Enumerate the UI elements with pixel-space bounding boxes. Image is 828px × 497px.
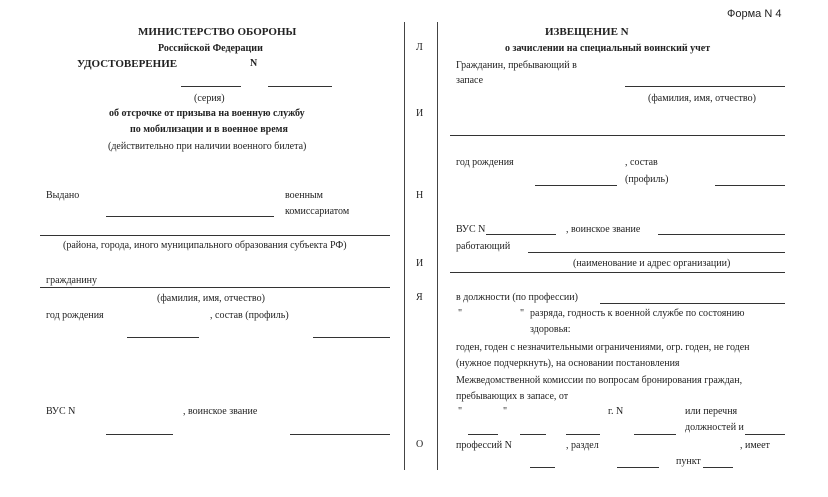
notice-reserve-line: пребывающих в запасе, от	[456, 391, 569, 402]
notice-underline-note: (нужное подчеркнуть), на основании постановления	[456, 358, 680, 369]
quote-close: "	[520, 308, 525, 319]
composition-field[interactable]	[313, 337, 390, 338]
notice-name-field-2[interactable]	[450, 135, 785, 136]
date-quote-open: "	[458, 406, 463, 417]
notice-section-label: , раздел	[566, 440, 599, 451]
quote-open: "	[458, 308, 463, 319]
ministry-heading: МИНИСТЕРСТВО ОБОРОНЫ	[138, 26, 297, 38]
certificate-number-field[interactable]	[268, 86, 332, 87]
birth-year-field[interactable]	[127, 337, 199, 338]
name-caption: (фамилия, имя, отчество)	[157, 293, 265, 304]
notice-fitness-options: годен, годен с незначительными ограничениями, огр. годен, не годен	[456, 342, 750, 353]
notice-fitness-line-2: здоровья:	[530, 324, 571, 335]
notice-birth-year-field[interactable]	[535, 185, 617, 186]
form-number: Форма N 4	[727, 8, 782, 20]
notice-profile-caption: (профиль)	[625, 174, 669, 185]
year-field[interactable]	[566, 434, 600, 435]
series-field[interactable]	[181, 86, 241, 87]
notice-has-label: , имеет	[740, 440, 770, 451]
cut-line-right	[437, 22, 438, 470]
day-field[interactable]	[468, 434, 498, 435]
region-field[interactable]	[40, 235, 390, 236]
cut-letter: Я	[416, 292, 423, 303]
notice-positions-label: должностей и	[685, 422, 744, 433]
notice-or-list-label: или перечня	[685, 406, 738, 417]
notice-subtitle: о зачислении на специальный воинский учет	[505, 43, 711, 54]
notice-birth-year-label: год рождения	[456, 157, 514, 168]
purpose-line-1: об отсрочке от призыва на военную службу	[109, 108, 305, 119]
notice-org-caption: (наименование и адрес организации)	[573, 258, 731, 269]
notice-rank-field[interactable]	[658, 234, 785, 235]
notice-year-number-label: г. N	[608, 406, 624, 417]
citizen-label: гражданину	[46, 275, 98, 286]
month-field[interactable]	[520, 434, 546, 435]
notice-citizen-label: Гражданин, пребывающий в	[456, 60, 577, 71]
notice-working-label: работающий	[456, 241, 511, 252]
professions-number-field[interactable]	[530, 467, 555, 468]
notice-title: ИЗВЕЩЕНИЕ N	[545, 26, 629, 38]
notice-item-label: пункт	[676, 456, 701, 467]
section-field[interactable]	[617, 467, 659, 468]
country-heading: Российской Федерации	[158, 43, 263, 54]
issued-label: Выдано	[46, 190, 80, 201]
certificate-title: УДОСТОВЕРЕНИЕ	[77, 58, 178, 70]
series-caption: (серия)	[194, 93, 225, 104]
certificate-number-label: N	[250, 58, 258, 69]
notice-fitness-line-1: разряда, годность к военной службе по состоянию	[530, 308, 745, 319]
cut-letter: И	[416, 108, 424, 119]
region-caption: (района, города, иного муниципального образования субъекта РФ)	[63, 240, 347, 251]
notice-professions-label: профессий N	[456, 440, 512, 451]
rank-label: , воинское звание	[183, 406, 258, 417]
rank-field[interactable]	[290, 434, 390, 435]
notice-reserve-label: запасе	[456, 75, 484, 86]
notice-rank-label: , воинское звание	[566, 224, 641, 235]
citizen-name-field[interactable]	[40, 287, 390, 288]
cut-line-left	[404, 22, 405, 470]
notice-commission-line: Межведомственной комиссии по вопросам бронирования граждан,	[456, 375, 743, 386]
cut-letter: Л	[416, 42, 423, 53]
commissariat-label-2: комиссариатом	[285, 206, 350, 217]
notice-name-caption: (фамилия, имя, отчество)	[648, 93, 756, 104]
notice-name-field-1[interactable]	[625, 86, 785, 87]
notice-vus-label: ВУС N	[456, 224, 486, 235]
notice-vus-field[interactable]	[486, 234, 556, 235]
cut-letter: И	[416, 258, 424, 269]
notice-organization-field-2[interactable]	[450, 272, 785, 273]
issued-by-field[interactable]	[106, 216, 274, 217]
date-quote-close: "	[503, 406, 508, 417]
notice-position-label: в должности (по профессии)	[456, 292, 578, 303]
composition-label: , состав (профиль)	[210, 310, 289, 321]
validity-note: (действительно при наличии военного билета)	[108, 141, 307, 152]
notice-composition-field[interactable]	[715, 185, 785, 186]
notice-organization-field[interactable]	[528, 252, 785, 253]
cut-letter: Н	[416, 190, 424, 201]
item-field[interactable]	[703, 467, 733, 468]
vus-field[interactable]	[106, 434, 173, 435]
resolution-number-field[interactable]	[634, 434, 676, 435]
cut-letter: О	[416, 439, 424, 450]
purpose-line-2: по мобилизации и в военное время	[130, 124, 288, 135]
notice-composition-label: , состав	[625, 157, 658, 168]
list-field[interactable]	[745, 434, 785, 435]
commissariat-label-1: военным	[285, 190, 323, 201]
notice-position-field[interactable]	[600, 303, 785, 304]
birth-year-label: год рождения	[46, 310, 104, 321]
vus-label: ВУС N	[46, 406, 76, 417]
